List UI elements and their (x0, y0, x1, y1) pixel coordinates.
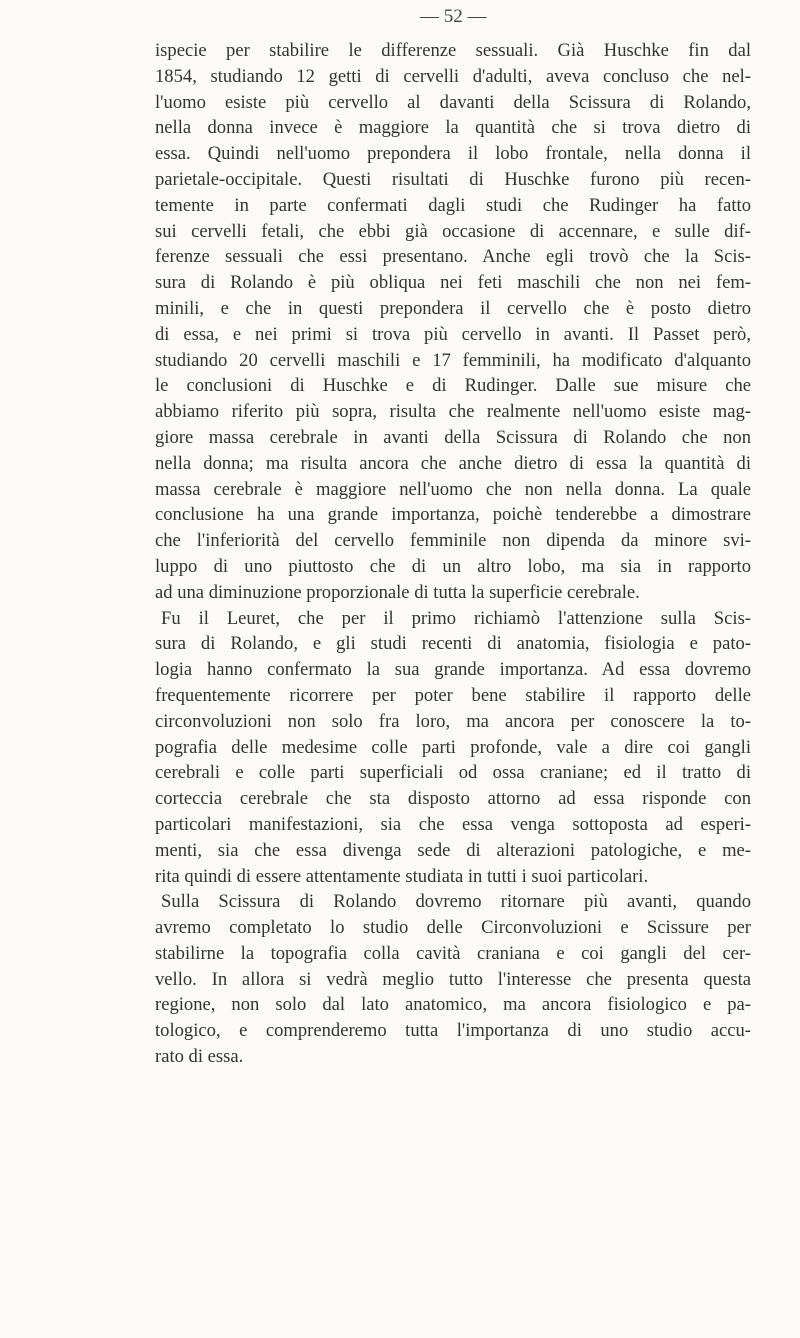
text-line: minili, e che in questi prepondera il cervello che è posto dietro (155, 297, 751, 319)
text-line: giore massa cerebrale in avanti della Scissura di Rolando che non (155, 426, 751, 448)
text-line: l'uomo esiste più cervello al davanti della Scissura di Rolando, (155, 91, 751, 113)
text-line: sura di Rolando, e gli studi recenti di anatomia, fisiologia e pato- (155, 633, 751, 655)
text-line: luppo di uno piuttosto che di un altro lobo, ma sia in rapporto (155, 555, 751, 577)
text-line: tologico, e comprenderemo tutta l'importanza di uno studio accu- (155, 1020, 751, 1042)
text-line: nella donna; ma risulta ancora che anche dietro di essa la quantità di (155, 452, 751, 474)
body-text (155, 38, 751, 1070)
text-line: sura di Rolando è più obliqua nei feti maschili che non nei fem- (155, 272, 751, 294)
text-line: conclusione ha una grande importanza, poichè tenderebbe a dimostrare (155, 504, 751, 526)
text-line: temente in parte confermati dagli studi che Rudinger ha fatto (155, 194, 751, 216)
text-line: regione, non solo dal lato anatomico, ma ancora fisiologico e pa- (155, 994, 751, 1016)
text-line: massa cerebrale è maggiore nell'uomo che non nella donna. La quale (155, 478, 751, 500)
text-line: logia hanno confermato la sua grande importanza. Ad essa dovremo (155, 659, 751, 681)
text-line: le conclusioni di Huschke e di Rudinger. Dalle sue misure che (155, 375, 751, 397)
text-line: menti, sia che essa divenga sede di alterazioni patologiche, e me- (155, 839, 751, 861)
text-line: pografia delle medesime colle parti profonde, vale a dire coi gangli (155, 736, 751, 758)
page-number: — 52 — (420, 6, 487, 27)
text-line: 1854, studiando 12 getti di cervelli d'adulti, aveva concluso che nel- (155, 65, 751, 87)
text-line: di essa, e nei primi si trova più cervello in avanti. Il Passet però, (155, 323, 751, 345)
text-line: corteccia cerebrale che sta disposto attorno ad essa risponde con (155, 788, 751, 810)
text-line: che l'inferiorità del cervello femminile non dipenda da minore svi- (155, 530, 751, 552)
text-line: circonvoluzioni non solo fra loro, ma ancora per conoscere la to- (155, 710, 751, 732)
text-line: stabilirne la topografia colla cavità craniana e coi gangli del cer- (155, 942, 751, 964)
text-line: rato di essa. (155, 1046, 244, 1068)
text-line: ad una diminuzione proporzionale di tutta la superficie cerebrale. (155, 581, 640, 603)
text-line: studiando 20 cervelli maschili e 17 femminili, ha modificato d'alquanto (155, 349, 751, 371)
text-line: cerebrali e colle parti superficiali od ossa craniane; ed il tratto di (155, 762, 751, 784)
text-line: sui cervelli fetali, che ebbi già occasione di accennare, e sulle dif- (155, 220, 751, 242)
text-line: abbiamo riferito più sopra, risulta che realmente nell'uomo esiste mag- (155, 401, 751, 423)
text-line: nella donna invece è maggiore la quantità che si trova dietro di (155, 117, 751, 139)
text-line: ispecie per stabilire le differenze sessuali. Già Huschke fin dal (155, 40, 751, 61)
text-line: frequentemente ricorrere per poter bene stabilire il rapporto delle (155, 684, 751, 706)
text-line: avremo completato lo studio delle Circonvoluzioni e Scissure per (155, 917, 751, 939)
text-line: essa. Quindi nell'uomo prepondera il lobo frontale, nella donna il (155, 143, 751, 165)
text-line: Sulla Scissura di Rolando dovremo ritornare più avanti, quando (161, 891, 751, 913)
text-line: ferenze sessuali che essi presentano. Anche egli trovò che la Scis- (155, 246, 751, 268)
text-line: rita quindi di essere attentamente studiata in tutti i suoi particolari. (155, 865, 649, 887)
text-line: parietale-occipitale. Questi risultati di Huschke furono più recen- (155, 168, 751, 190)
text-line: particolari manifestazioni, sia che essa venga sottoposta ad esperi- (155, 813, 751, 835)
text-line: vello. In allora si vedrà meglio tutto l'interesse che presenta questa (155, 968, 751, 990)
text-line: Fu il Leuret, che per il primo richiamò l'attenzione sulla Scis- (161, 607, 751, 629)
